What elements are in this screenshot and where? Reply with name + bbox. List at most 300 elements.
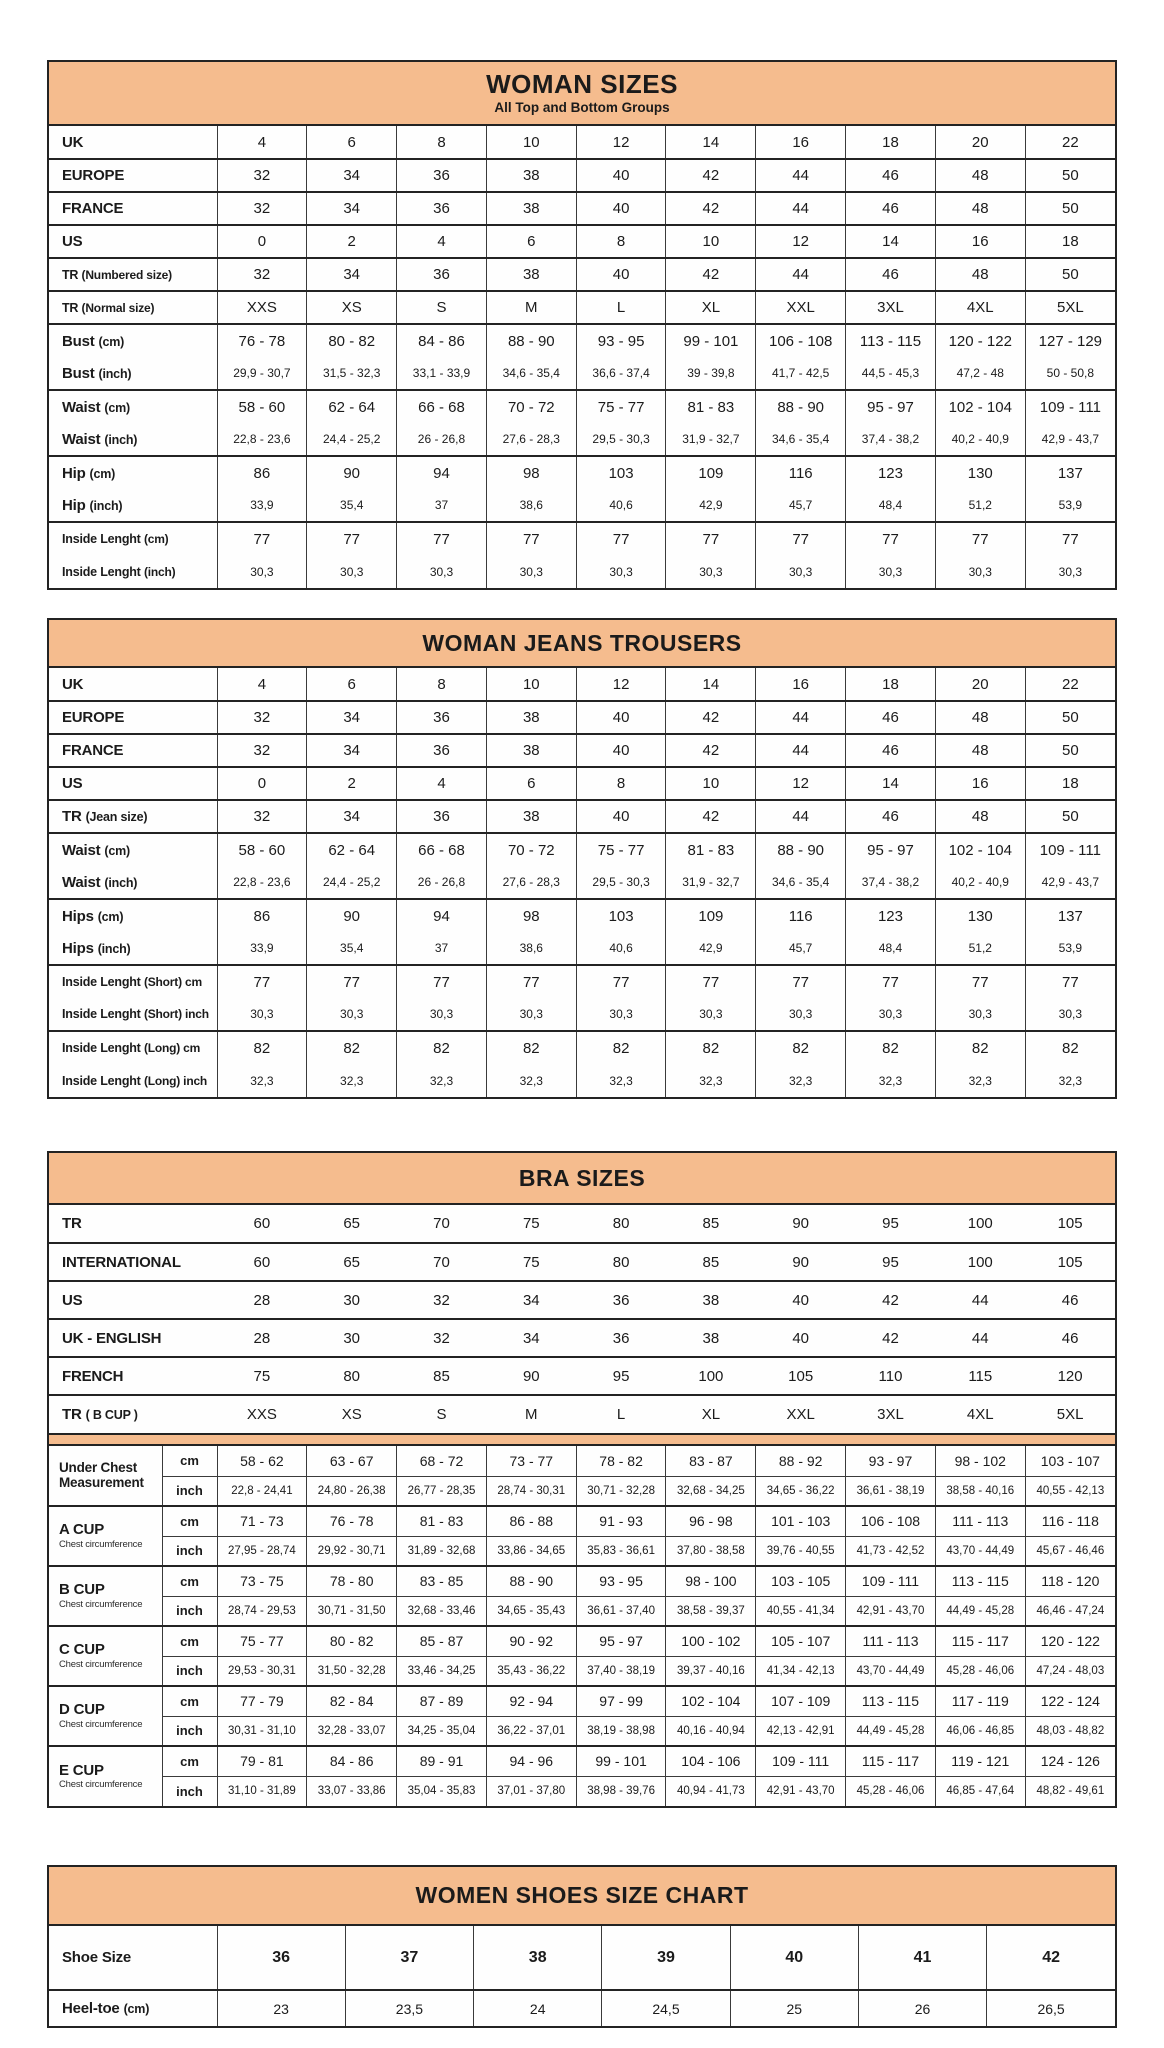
value-cell: 113 - 115 (935, 1566, 1025, 1596)
value-cell: 14 (666, 126, 756, 159)
value-cell: 51,2 (935, 489, 1025, 522)
value-cell: 40,55 - 41,34 (756, 1596, 846, 1626)
row-label: US (49, 767, 217, 800)
value-cell: 35,83 - 36,61 (576, 1536, 666, 1566)
value-cell: 45,7 (756, 932, 846, 965)
value-cell: 98 - 102 (935, 1446, 1025, 1476)
value-cell: 30,3 (576, 555, 666, 588)
row-label: UK (49, 126, 217, 159)
value-cell: 50 - 50,8 (1025, 357, 1115, 390)
value-cell: 110 (846, 1357, 936, 1395)
value-cell: 39,76 - 40,55 (756, 1536, 846, 1566)
unit-cell: inch (162, 1536, 217, 1566)
value-cell: 98 (486, 899, 576, 932)
value-cell: 77 (576, 522, 666, 555)
value-cell: 73 - 77 (486, 1446, 576, 1476)
row-label: Waist (cm) (49, 390, 217, 423)
value-cell: 48 (935, 734, 1025, 767)
value-cell: 93 - 97 (846, 1446, 936, 1476)
value-cell: 87 - 89 (397, 1686, 487, 1716)
value-cell: 46,06 - 46,85 (935, 1716, 1025, 1746)
value-cell: 40,6 (576, 489, 666, 522)
row-label: INTERNATIONAL (49, 1243, 217, 1281)
value-cell: 78 - 80 (307, 1566, 397, 1596)
value-cell: 40 (756, 1281, 846, 1319)
value-cell: 65 (307, 1243, 397, 1281)
value-cell: 76 - 78 (307, 1506, 397, 1536)
value-cell: 82 (486, 1031, 576, 1064)
value-cell: 76 - 78 (217, 324, 307, 357)
value-cell: 24,4 - 25,2 (307, 423, 397, 456)
value-cell: 75 (217, 1357, 307, 1395)
value-cell: 38 (474, 1926, 602, 1990)
value-cell: 22,8 - 23,6 (217, 423, 307, 456)
value-cell: 34 (486, 1281, 576, 1319)
value-cell: 30,71 - 31,50 (307, 1596, 397, 1626)
value-cell: 95 (576, 1357, 666, 1395)
value-cell: 48,4 (846, 932, 936, 965)
value-cell: 38,6 (486, 932, 576, 965)
value-cell: 98 (486, 456, 576, 489)
value-cell: 94 (397, 899, 487, 932)
value-cell: XXL (756, 1395, 846, 1433)
value-cell: 82 (1025, 1031, 1115, 1064)
value-cell: 16 (935, 767, 1025, 800)
value-cell: 46 (1025, 1281, 1115, 1319)
value-cell: 45,7 (756, 489, 846, 522)
value-cell: 22 (1025, 126, 1115, 159)
value-cell: 36,22 - 37,01 (486, 1716, 576, 1746)
value-cell: 45,67 - 46,46 (1025, 1536, 1115, 1566)
value-cell: 35,04 - 35,83 (397, 1776, 487, 1806)
value-cell: 32,3 (935, 1064, 1025, 1097)
value-cell: 29,53 - 30,31 (217, 1656, 307, 1686)
value-cell: 44,49 - 45,28 (846, 1716, 936, 1746)
value-cell: 44 (756, 192, 846, 225)
value-cell: 37,4 - 38,2 (846, 866, 936, 899)
value-cell: 22 (1025, 668, 1115, 701)
value-cell: 23 (217, 1990, 345, 2026)
value-cell: 81 - 83 (666, 833, 756, 866)
value-cell: 32 (217, 734, 307, 767)
value-cell: 32,3 (1025, 1064, 1115, 1097)
value-cell: 48 (935, 159, 1025, 192)
value-cell: 34 (486, 1319, 576, 1357)
row-label: Under Chest Measurement (49, 1446, 162, 1506)
value-cell: 116 - 118 (1025, 1506, 1115, 1536)
value-cell: 58 - 60 (217, 833, 307, 866)
value-cell: 8 (576, 225, 666, 258)
value-cell: 53,9 (1025, 489, 1115, 522)
jeans-header (49, 620, 1115, 668)
row-label: B CUP Chest circumference (49, 1566, 162, 1626)
value-cell: 127 - 129 (1025, 324, 1115, 357)
unit-cell: inch (162, 1476, 217, 1506)
value-cell: 29,92 - 30,71 (307, 1536, 397, 1566)
value-cell: 42,9 (666, 489, 756, 522)
value-cell: 41,7 - 42,5 (756, 357, 846, 390)
value-cell: 34,6 - 35,4 (756, 866, 846, 899)
value-cell: 42 (666, 192, 756, 225)
value-cell: 38,98 - 39,76 (576, 1776, 666, 1806)
value-cell: 95 - 97 (846, 390, 936, 423)
value-cell: 123 (846, 456, 936, 489)
value-cell: 116 (756, 899, 846, 932)
value-cell: 65 (307, 1205, 397, 1243)
value-cell: 77 (935, 522, 1025, 555)
value-cell: XL (666, 1395, 756, 1433)
value-cell: 28 (217, 1281, 307, 1319)
row-label: Waist (inch) (49, 866, 217, 899)
value-cell: L (576, 1395, 666, 1433)
value-cell: 50 (1025, 734, 1115, 767)
unit-cell: cm (162, 1626, 217, 1656)
value-cell: 102 - 104 (935, 390, 1025, 423)
value-cell: 39 (602, 1926, 730, 1990)
value-cell: 31,89 - 32,68 (397, 1536, 487, 1566)
value-cell: 46 (846, 800, 936, 833)
row-label: C CUP Chest circumference (49, 1626, 162, 1686)
value-cell: 100 - 102 (666, 1626, 756, 1656)
row-label: TR (49, 1205, 217, 1243)
value-cell: 95 (846, 1243, 936, 1281)
row-label: FRANCE (49, 192, 217, 225)
value-cell: 113 - 115 (846, 1686, 936, 1716)
value-cell: 5XL (1025, 1395, 1115, 1433)
value-cell: 31,9 - 32,7 (666, 423, 756, 456)
value-cell: 88 - 92 (756, 1446, 846, 1476)
value-cell: 130 (935, 456, 1025, 489)
value-cell: 31,10 - 31,89 (217, 1776, 307, 1806)
value-cell: XS (307, 1395, 397, 1433)
jeans-section (47, 618, 1117, 1099)
value-cell: 24 (474, 1990, 602, 2026)
value-cell: 36,61 - 38,19 (846, 1476, 936, 1506)
value-cell: 24,4 - 25,2 (307, 866, 397, 899)
value-cell: 8 (576, 767, 666, 800)
value-cell: 48 (935, 258, 1025, 291)
value-cell: 90 - 92 (486, 1626, 576, 1656)
value-cell: 34,65 - 36,22 (756, 1476, 846, 1506)
value-cell: 47,24 - 48,03 (1025, 1656, 1115, 1686)
value-cell: 80 - 82 (307, 324, 397, 357)
value-cell: 26,77 - 28,35 (397, 1476, 487, 1506)
value-cell: 82 (846, 1031, 936, 1064)
value-cell: 30,3 (576, 998, 666, 1031)
value-cell: 101 - 103 (756, 1506, 846, 1536)
value-cell: 137 (1025, 899, 1115, 932)
value-cell: 34 (307, 734, 397, 767)
value-cell: 75 (486, 1243, 576, 1281)
value-cell: 77 (217, 965, 307, 998)
value-cell: 8 (397, 668, 487, 701)
value-cell: 103 - 107 (1025, 1446, 1115, 1476)
value-cell: 43,70 - 44,49 (846, 1656, 936, 1686)
value-cell: 105 - 107 (756, 1626, 846, 1656)
value-cell: 34 (307, 192, 397, 225)
woman-sizes-section (47, 60, 1117, 590)
value-cell: 33,1 - 33,9 (397, 357, 487, 390)
value-cell: 109 - 111 (756, 1746, 846, 1776)
value-cell: 103 - 105 (756, 1566, 846, 1596)
value-cell: 77 (486, 965, 576, 998)
value-cell: 44 (756, 159, 846, 192)
value-cell: 37,40 - 38,19 (576, 1656, 666, 1686)
value-cell: 28 (217, 1319, 307, 1357)
value-cell: 116 (756, 456, 846, 489)
woman-sizes-title: WOMAN SIZES (486, 69, 678, 100)
value-cell: 100 (666, 1357, 756, 1395)
value-cell: 83 - 85 (397, 1566, 487, 1596)
value-cell: 4XL (935, 1395, 1025, 1433)
value-cell: 77 (846, 522, 936, 555)
value-cell: 44,5 - 45,3 (846, 357, 936, 390)
value-cell: 94 - 96 (486, 1746, 576, 1776)
value-cell: 75 - 77 (576, 833, 666, 866)
value-cell: M (486, 291, 576, 324)
value-cell: 103 (576, 456, 666, 489)
value-cell: 35,4 (307, 932, 397, 965)
woman-sizes-header (49, 62, 1115, 126)
value-cell: 46 (846, 701, 936, 734)
value-cell: 10 (666, 767, 756, 800)
value-cell: S (397, 291, 487, 324)
value-cell: 16 (756, 668, 846, 701)
value-cell: 80 - 82 (307, 1626, 397, 1656)
value-cell: 97 - 99 (576, 1686, 666, 1716)
value-cell: 105 (1025, 1205, 1115, 1243)
value-cell: 12 (576, 126, 666, 159)
value-cell: 3XL (846, 1395, 936, 1433)
value-cell: 137 (1025, 456, 1115, 489)
value-cell: 46 (1025, 1319, 1115, 1357)
value-cell: 38 (486, 159, 576, 192)
value-cell: 35,43 - 36,22 (486, 1656, 576, 1686)
value-cell: 115 - 117 (846, 1746, 936, 1776)
value-cell: 10 (486, 126, 576, 159)
value-cell: 10 (486, 668, 576, 701)
value-cell: 42,91 - 43,70 (846, 1596, 936, 1626)
value-cell: 24,80 - 26,38 (307, 1476, 397, 1506)
value-cell: 14 (846, 225, 936, 258)
value-cell: 30,3 (307, 998, 397, 1031)
value-cell: 34 (307, 159, 397, 192)
unit-cell: inch (162, 1716, 217, 1746)
value-cell: 34 (307, 800, 397, 833)
value-cell: 81 - 83 (666, 390, 756, 423)
value-cell: 113 - 115 (846, 324, 936, 357)
value-cell: 66 - 68 (397, 390, 487, 423)
value-cell: 42 (846, 1319, 936, 1357)
row-label: UK - ENGLISH (49, 1319, 217, 1357)
row-label: Inside Lenght (cm) (49, 522, 217, 555)
value-cell: 42,9 - 43,7 (1025, 866, 1115, 899)
value-cell: XL (666, 291, 756, 324)
value-cell: 82 - 84 (307, 1686, 397, 1716)
row-label: Heel-toe (cm) (49, 1990, 217, 2026)
woman-sizes-subtitle: All Top and Bottom Groups (494, 99, 670, 115)
bra-divider-band (49, 1433, 1115, 1446)
value-cell: 38 (666, 1281, 756, 1319)
value-cell: 44,49 - 45,28 (935, 1596, 1025, 1626)
row-label: A CUP Chest circumference (49, 1506, 162, 1566)
value-cell: 35,4 (307, 489, 397, 522)
value-cell: 120 - 122 (1025, 1626, 1115, 1656)
unit-cell: cm (162, 1506, 217, 1536)
value-cell: 40,6 (576, 932, 666, 965)
value-cell: 38 (486, 734, 576, 767)
value-cell: 79 - 81 (217, 1746, 307, 1776)
value-cell: 77 (756, 522, 846, 555)
value-cell: 89 - 91 (397, 1746, 487, 1776)
value-cell: 36,6 - 37,4 (576, 357, 666, 390)
value-cell: 36 (397, 192, 487, 225)
value-cell: 80 (576, 1243, 666, 1281)
value-cell: 50 (1025, 258, 1115, 291)
unit-cell: inch (162, 1656, 217, 1686)
value-cell: 36 (217, 1926, 345, 1990)
value-cell: 14 (666, 668, 756, 701)
value-cell: 4 (217, 126, 307, 159)
value-cell: 48 (935, 192, 1025, 225)
value-cell: 45,28 - 46,06 (846, 1776, 936, 1806)
row-label: Hips (inch) (49, 932, 217, 965)
value-cell: 30,3 (307, 555, 397, 588)
value-cell: 53,9 (1025, 932, 1115, 965)
value-cell: 36 (397, 701, 487, 734)
value-cell: 115 (935, 1357, 1025, 1395)
value-cell: 86 - 88 (486, 1506, 576, 1536)
value-cell: 12 (576, 668, 666, 701)
value-cell: 40 (576, 701, 666, 734)
value-cell: 32,3 (576, 1064, 666, 1097)
value-cell: 85 (666, 1243, 756, 1281)
value-cell: 90 (307, 456, 397, 489)
value-cell: 77 (307, 965, 397, 998)
value-cell: 4 (397, 225, 487, 258)
value-cell: 102 - 104 (666, 1686, 756, 1716)
value-cell: 99 - 101 (666, 324, 756, 357)
value-cell: 103 (576, 899, 666, 932)
value-cell: 58 - 62 (217, 1446, 307, 1476)
value-cell: 94 (397, 456, 487, 489)
value-cell: 23,5 (345, 1990, 473, 2026)
value-cell: 123 (846, 899, 936, 932)
value-cell: 33,9 (217, 932, 307, 965)
value-cell: 77 (1025, 965, 1115, 998)
value-cell: 90 (756, 1205, 846, 1243)
value-cell: 3XL (846, 291, 936, 324)
value-cell: 124 - 126 (1025, 1746, 1115, 1776)
value-cell: 82 (397, 1031, 487, 1064)
value-cell: 50 (1025, 701, 1115, 734)
value-cell: 34,65 - 35,43 (486, 1596, 576, 1626)
value-cell: 42,13 - 42,91 (756, 1716, 846, 1746)
value-cell: 28,74 - 29,53 (217, 1596, 307, 1626)
value-cell: 32,68 - 34,25 (666, 1476, 756, 1506)
value-cell: 30,3 (1025, 555, 1115, 588)
value-cell: 46,85 - 47,64 (935, 1776, 1025, 1806)
value-cell: 122 - 124 (1025, 1686, 1115, 1716)
value-cell: 37 (397, 932, 487, 965)
value-cell: 111 - 113 (935, 1506, 1025, 1536)
value-cell: 109 (666, 456, 756, 489)
value-cell: 88 - 90 (486, 1566, 576, 1596)
value-cell: 4XL (935, 291, 1025, 324)
value-cell: 41 (858, 1926, 986, 1990)
row-label: Inside Lenght (Long) cm (49, 1031, 217, 1064)
value-cell: 99 - 101 (576, 1746, 666, 1776)
value-cell: 18 (846, 126, 936, 159)
row-label: TR (Normal size) (49, 291, 217, 324)
value-cell: 2 (307, 225, 397, 258)
value-cell: 93 - 95 (576, 324, 666, 357)
value-cell: 109 (666, 899, 756, 932)
value-cell: 6 (307, 126, 397, 159)
value-cell: 32,68 - 33,46 (397, 1596, 487, 1626)
value-cell: 40 (756, 1319, 846, 1357)
value-cell: 14 (846, 767, 936, 800)
value-cell: 32,28 - 33,07 (307, 1716, 397, 1746)
value-cell: 42,9 - 43,7 (1025, 423, 1115, 456)
value-cell: 120 - 122 (935, 324, 1025, 357)
value-cell: 80 (307, 1357, 397, 1395)
value-cell: 46 (846, 159, 936, 192)
row-label: Inside Lenght (Short) inch (49, 998, 217, 1031)
value-cell: 77 (217, 522, 307, 555)
value-cell: 26 - 26,8 (397, 866, 487, 899)
value-cell: 32 (217, 258, 307, 291)
value-cell: 12 (756, 225, 846, 258)
value-cell: 105 (756, 1357, 846, 1395)
value-cell: 25 (730, 1990, 858, 2026)
value-cell: 30,3 (846, 555, 936, 588)
value-cell: 88 - 90 (486, 324, 576, 357)
value-cell: 82 (756, 1031, 846, 1064)
value-cell: 90 (307, 899, 397, 932)
value-cell: 93 - 95 (576, 1566, 666, 1596)
value-cell: 37,80 - 38,58 (666, 1536, 756, 1566)
value-cell: 30,3 (935, 998, 1025, 1031)
value-cell: 29,9 - 30,7 (217, 357, 307, 390)
unit-cell: cm (162, 1446, 217, 1476)
value-cell: 22,8 - 23,6 (217, 866, 307, 899)
value-cell: 8 (397, 126, 487, 159)
value-cell: 44 (756, 258, 846, 291)
row-label: UK (49, 668, 217, 701)
value-cell: 70 - 72 (486, 390, 576, 423)
value-cell: 27,6 - 28,3 (486, 423, 576, 456)
value-cell: 20 (935, 126, 1025, 159)
value-cell: 104 - 106 (666, 1746, 756, 1776)
value-cell: 16 (756, 126, 846, 159)
value-cell: 4 (397, 767, 487, 800)
value-cell: 46 (846, 192, 936, 225)
value-cell: 42 (987, 1926, 1115, 1990)
value-cell: 46 (846, 258, 936, 291)
value-cell: 82 (666, 1031, 756, 1064)
value-cell: 106 - 108 (846, 1506, 936, 1536)
value-cell: 36 (397, 800, 487, 833)
value-cell: 37,01 - 37,80 (486, 1776, 576, 1806)
value-cell: 42 (666, 734, 756, 767)
value-cell: 34,6 - 35,4 (756, 423, 846, 456)
value-cell: 4 (217, 668, 307, 701)
row-label: Bust (inch) (49, 357, 217, 390)
value-cell: 31,5 - 32,3 (307, 357, 397, 390)
row-label: Shoe Size (49, 1926, 217, 1990)
row-label: TR ( B CUP ) (49, 1395, 217, 1433)
